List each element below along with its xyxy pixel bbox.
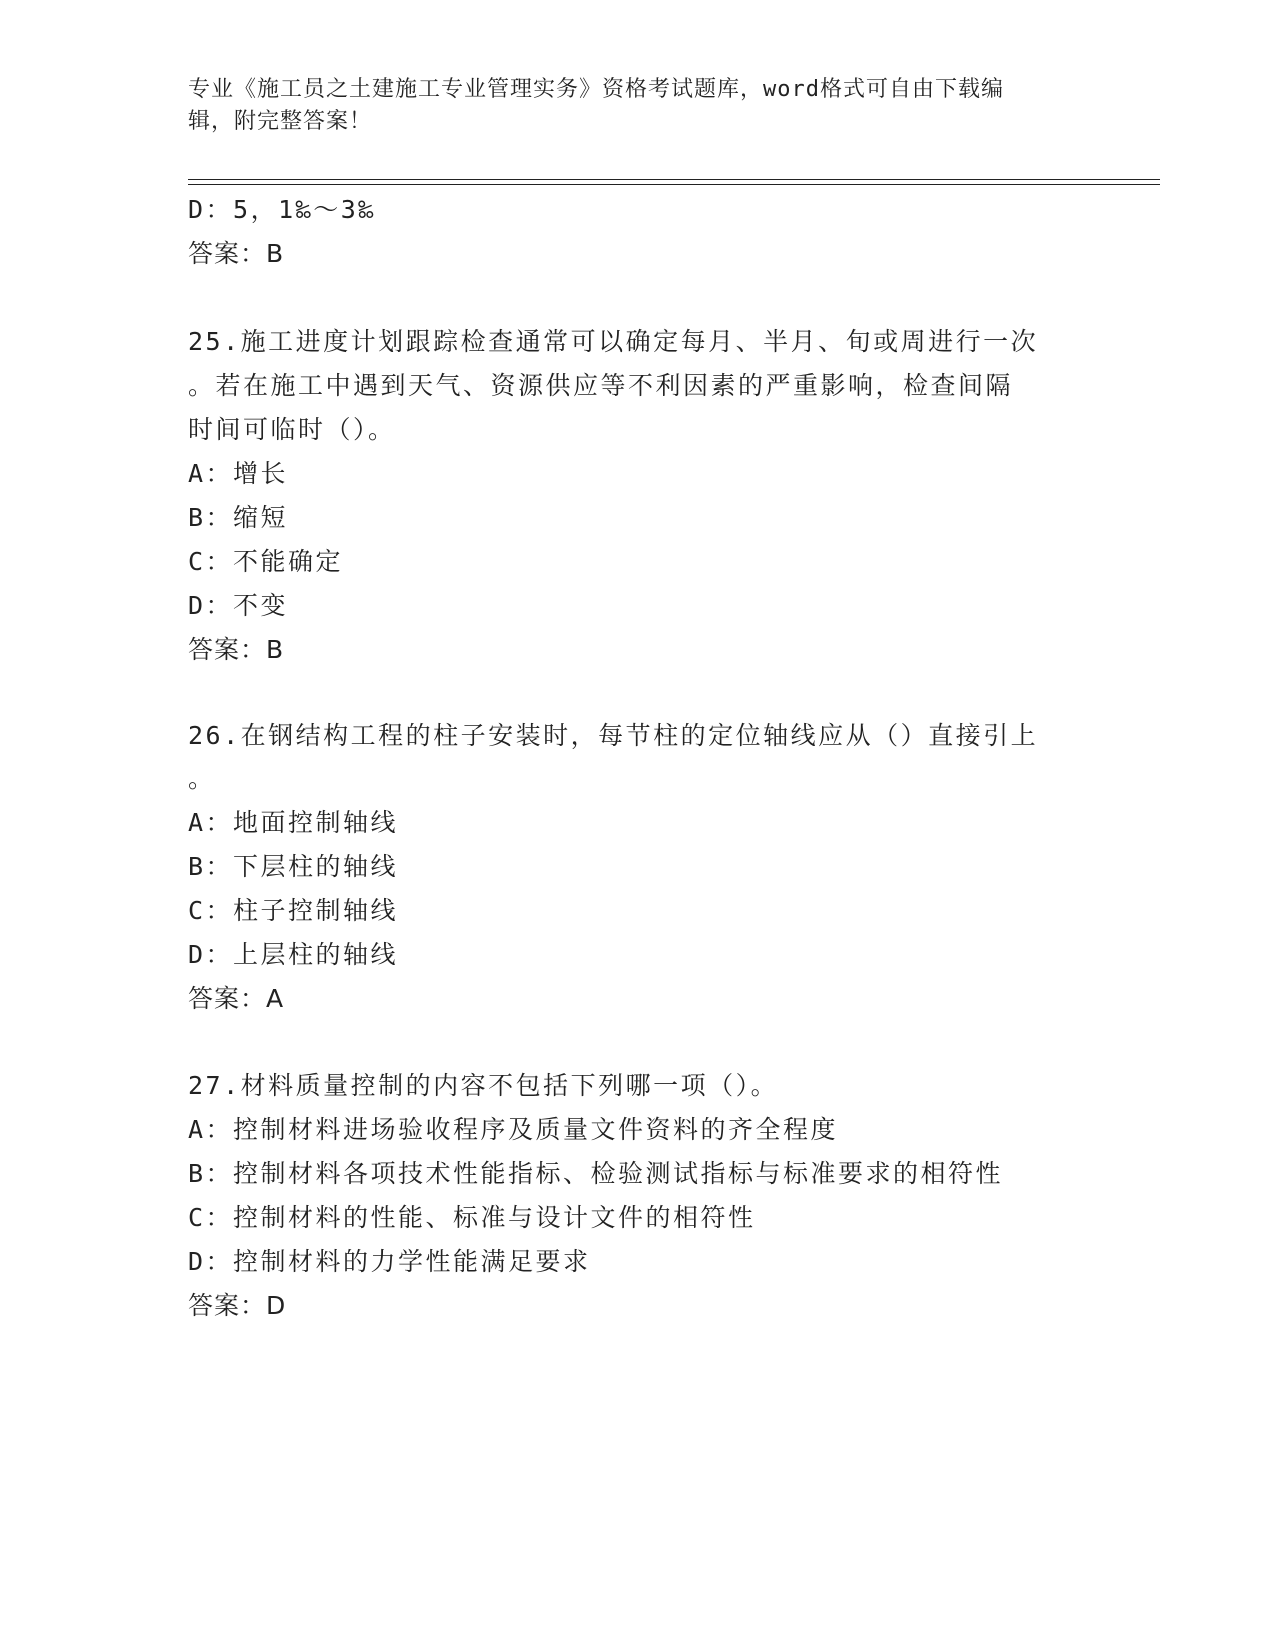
question-text-line: 。若在施工中遇到天气、资源供应等不利因素的严重影响，检查间隔 <box>188 371 1014 400</box>
header-divider-top <box>188 179 1160 180</box>
question-text-line: 26.在钢结构工程的柱子安装时，每节柱的定位轴线应从（）直接引上 <box>188 721 1039 750</box>
question-text-line: 时间可临时（）。 <box>188 415 396 444</box>
answer: 答案：A <box>188 984 285 1013</box>
option-c: C：控制材料的性能、标准与设计文件的相符性 <box>188 1203 756 1232</box>
header-line-1: 专业《施工员之土建施工专业管理实务》资格考试题库，word格式可自由下载编 <box>188 77 1004 102</box>
question-text-line: 27.材料质量控制的内容不包括下列哪一项（）。 <box>188 1071 779 1100</box>
header-line-2: 辑，附完整答案！ <box>188 109 373 134</box>
option-a: A：地面控制轴线 <box>188 808 399 837</box>
answer: 答案：D <box>188 1291 287 1320</box>
header-divider-bottom <box>188 184 1160 185</box>
option-d: D：上层柱的轴线 <box>188 940 399 969</box>
option-a: A：控制材料进场验收程序及质量文件资料的齐全程度 <box>188 1115 839 1144</box>
option-b: B：缩短 <box>188 503 289 532</box>
answer: 答案：B <box>188 635 285 664</box>
option-d: D：控制材料的力学性能满足要求 <box>188 1247 591 1276</box>
option-b: B：下层柱的轴线 <box>188 852 399 881</box>
prev-option-d: D：5，1‰～3‰ <box>188 195 376 224</box>
prev-answer: 答案：B <box>188 239 285 268</box>
option-c: C：不能确定 <box>188 547 344 576</box>
option-b: B：控制材料各项技术性能指标、检验测试指标与标准要求的相符性 <box>188 1159 1004 1188</box>
option-a: A：增长 <box>188 459 289 488</box>
option-c: C：柱子控制轴线 <box>188 896 399 925</box>
option-d: D：不变 <box>188 591 289 620</box>
document-header <box>188 74 1088 138</box>
question-text-line: 。 <box>188 764 216 793</box>
question-text-line: 25.施工进度计划跟踪检查通常可以确定每月、半月、旬或周进行一次 <box>188 327 1039 356</box>
